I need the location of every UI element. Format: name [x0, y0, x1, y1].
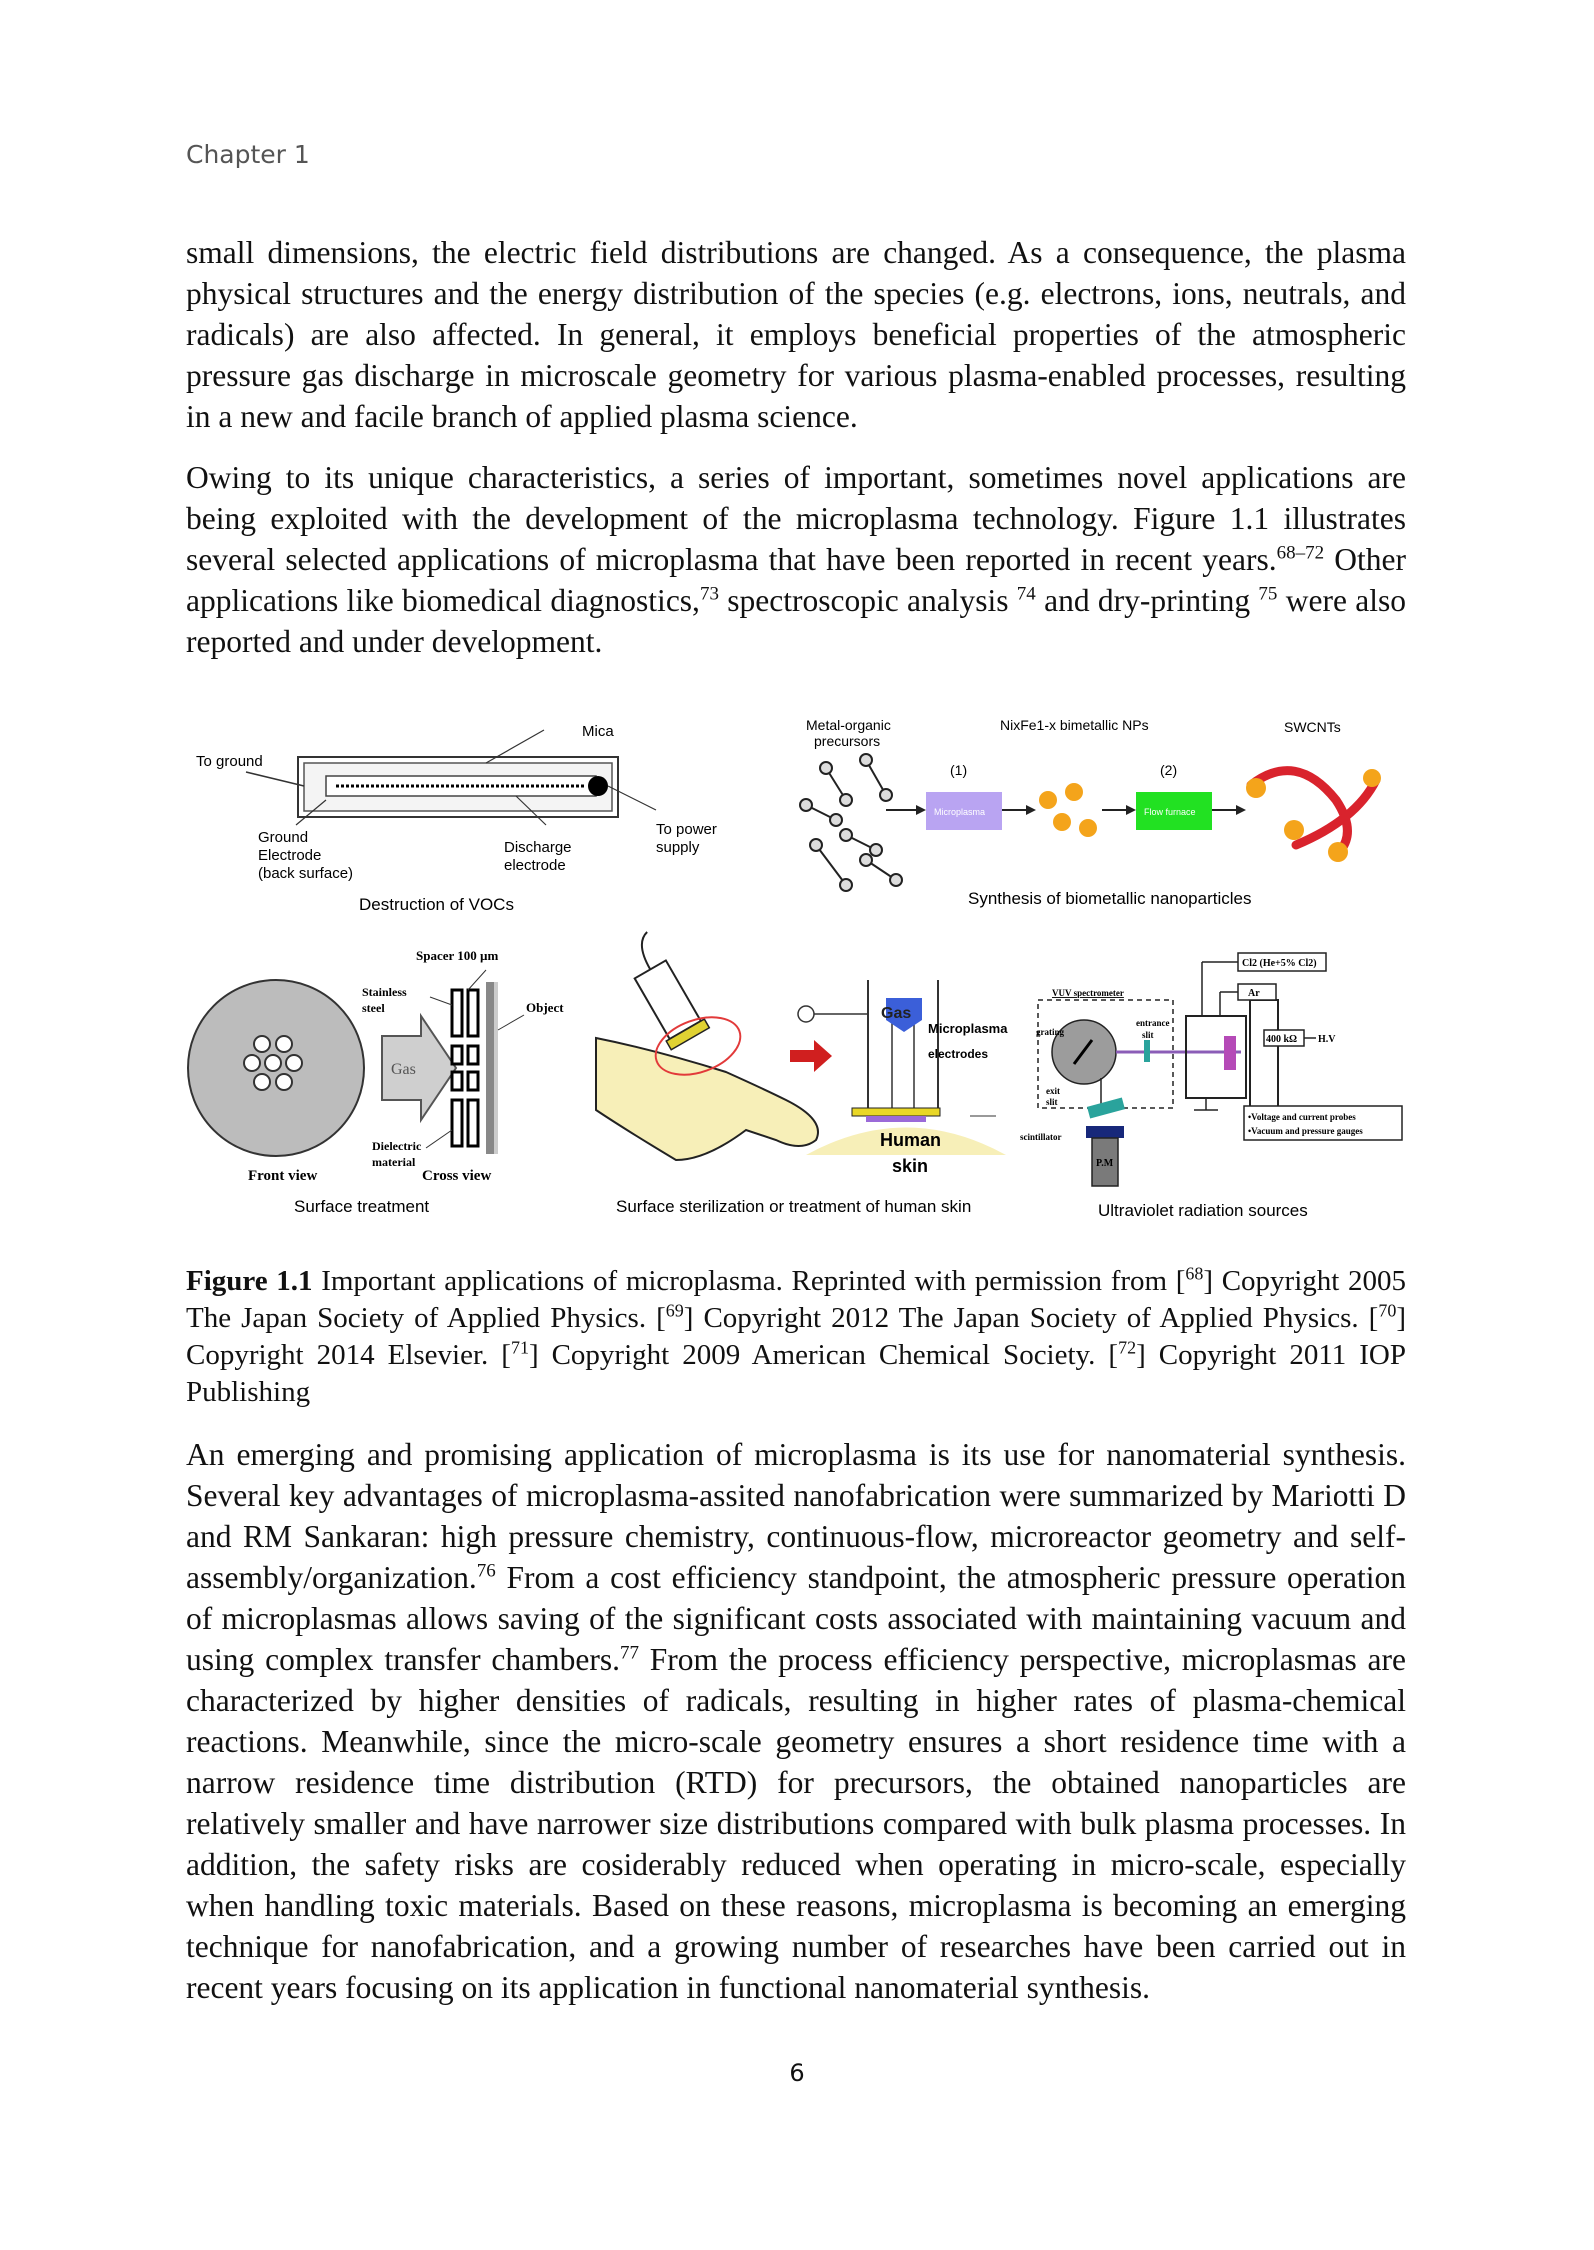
caption-text-6: ] Copyright 2011 IOP Publishing [186, 1339, 1406, 1408]
nano-swcnt: SWCNTs [1284, 719, 1341, 735]
skin-caption: Surface sterilization or treatment of human skin [616, 1197, 972, 1216]
p2-text-5: were also reported and under development. [186, 583, 1406, 659]
skin-electrodes: electrodes [928, 1047, 989, 1061]
ref-77: 77 [619, 1642, 639, 1664]
nano-precursor-1: Metal-organic [806, 717, 891, 733]
figure-canvas [186, 700, 1406, 1240]
p2-text-4: and dry-printing [1035, 583, 1259, 618]
voc-ground-2: Electrode [258, 847, 322, 864]
paragraph-2 [186, 457, 1406, 662]
ref-75: 75 [1258, 583, 1278, 605]
voc-discharge-2: electrode [504, 857, 566, 874]
skin-arrow [790, 1040, 832, 1072]
skin-microplasma: Microplasma [928, 1021, 1008, 1036]
voc-mica-label: Mica [582, 723, 614, 740]
caption-text-1: Important applications of microplasma. Reprinted with permission from [ [312, 1265, 1186, 1297]
uv-hv: H.V [1318, 1034, 1336, 1045]
caption-ref-72: 72 [1118, 1337, 1137, 1358]
caption-ref-68: 68 [1185, 1263, 1204, 1284]
precursor-molecules [800, 754, 902, 891]
voc-caption: Destruction of VOCs [359, 895, 514, 914]
surface-front: Front view [248, 1168, 318, 1184]
uv-entrance-2: slit [1142, 1030, 1154, 1040]
surface-cross: Cross view [422, 1168, 492, 1184]
caption-ref-70: 70 [1378, 1300, 1397, 1321]
skin-gas: Gas [881, 1005, 912, 1022]
panel-voc [196, 723, 717, 914]
figure-1-1 [186, 700, 1406, 1240]
uv-caption: Ultraviolet radiation sources [1098, 1201, 1308, 1220]
ref-76: 76 [476, 1560, 496, 1582]
uv-entrance-1: entrance [1136, 1018, 1170, 1028]
uv-exit-2: slit [1046, 1097, 1058, 1107]
uv-pm: P.M [1096, 1158, 1114, 1169]
panel-surface [188, 948, 564, 1216]
caption-ref-69: 69 [665, 1300, 684, 1321]
caption-text-3: ] Copyright 2012 The Japan Society of Applied Physics. [ [683, 1302, 1379, 1334]
p3-text-1: An emerging and promising application of microplasma is its use for nanomaterial synthesis. Several key advantages of microplasma-assited nanofabrication were summarized by Mariotti D and RM Sankaran: high pressure chemistry, continuous-flow, microreactor geometry and self-assembly/organization. [186, 1437, 1406, 1595]
nano-box-2: Flow furnace [1144, 807, 1196, 817]
nano-step-2: (2) [1160, 762, 1178, 778]
uv-scint: scintillator [1020, 1132, 1062, 1142]
running-header: Chapter 1 [186, 140, 310, 169]
panel-nano [800, 717, 1381, 908]
surface-gas: Gas [391, 1061, 416, 1078]
voc-ground-label: To ground [196, 753, 263, 770]
panel-skin [596, 929, 1008, 1216]
paragraph-3 [186, 1434, 1406, 2008]
uv-resistor: 400 kΩ [1266, 1034, 1298, 1045]
surface-stainless-2: steel [362, 1001, 385, 1015]
nano-caption: Synthesis of biometallic nanoparticles [968, 889, 1252, 908]
panel-uv [1020, 953, 1402, 1220]
ref-73: 73 [699, 583, 719, 605]
surface-spacer: Spacer 100 µm [416, 948, 499, 963]
uv-ar: Ar [1248, 988, 1260, 999]
surface-caption: Surface treatment [294, 1197, 430, 1216]
skin-skin: skin [892, 1156, 929, 1176]
surface-dielectric-1: Dielectric [372, 1139, 422, 1153]
nano-precursor-2: precursors [814, 733, 881, 749]
p2-text-2: Other applications like biomedical diagnostics, [186, 542, 1406, 618]
voc-power-1: To power [656, 821, 717, 838]
nanotubes [1251, 771, 1376, 850]
ref-68-72: 68–72 [1276, 542, 1325, 564]
nano-box-1: Microplasma [934, 807, 986, 817]
caption-text-4: ] Copyright 2014 Elsevier. [ [186, 1302, 1407, 1371]
caption-ref-71: 71 [510, 1337, 529, 1358]
uv-exit-1: exit [1046, 1086, 1060, 1096]
caption-text-5: ] Copyright 2009 American Chemical Society. [ [528, 1339, 1119, 1371]
uv-grating: grating [1036, 1027, 1064, 1037]
nano-step-1: (1) [950, 762, 968, 778]
uv-probe-2: •Vacuum and pressure gauges [1248, 1126, 1363, 1136]
surface-object: Object [526, 1000, 564, 1015]
surface-dielectric-2: material [372, 1155, 416, 1169]
p3-text-2: From a cost efficiency standpoint, the atmospheric pressure operation of microplasmas allows saving of the significant costs associated with maintaining vacuum and using complex transfer chambers. [186, 1560, 1406, 1677]
p2-text-3: spectroscopic analysis [718, 583, 1017, 618]
voc-power-2: supply [656, 839, 700, 856]
uv-cl: Cl2 (He+5% Cl2) [1242, 958, 1317, 969]
page-number: 6 [789, 2059, 805, 2087]
nanoparticles [1039, 783, 1097, 837]
voc-ground-3: (back surface) [258, 865, 354, 882]
uv-vuv: VUV spectrometer [1052, 988, 1124, 998]
p2-text-1: Owing to its unique characteristics, a series of important, sometimes novel applications are being exploited with the development of the microplasma technology. Figure 1.1 illustrates several selected applications of microplasma that have been reported in recent years. [186, 460, 1406, 577]
surface-stainless-1: Stainless [362, 985, 407, 999]
uv-probe-1: •Voltage and current probes [1248, 1112, 1356, 1122]
paragraph-1: small dimensions, the electric field distributions are changed. As a consequence, the plasma physical structures and the energy distribution of the species (e.g. electrons, ions, neutrals, and radicals) are also affected. In general, it employs beneficial properties of the atmospheric pressure gas discharge in microscale geometry for various plasma-enabled processes, resulting in a new and facile branch of applied plasma science. [186, 235, 1406, 434]
ref-74: 74 [1016, 583, 1036, 605]
skin-human: Human [880, 1130, 942, 1150]
caption-text-2: ] Copyright 2005 The Japan Society of Applied Physics. [ [186, 1265, 1406, 1334]
nano-bimetallic: NixFe1-x bimetallic NPs [1000, 717, 1149, 733]
voc-discharge-1: Discharge [504, 839, 572, 856]
figure-label: Figure 1.1 [186, 1265, 313, 1297]
figure-caption [186, 1263, 1406, 1411]
p3-text-3: From the process efficiency perspective, microplasmas are characterized by higher densities of radicals, resulting in higher rates of plasma-chemical reactions. Meanwhile, since the micro-scale geometry ensures a short residence time with a narrow residence time distribution (RTD) for precursors, the obtained nanoparticles are relatively smaller and have narrower size distributions compared with bulk plasma processes. In addition, the safety risks are cosiderably reduced when operating in micro-scale, especially when handling toxic materials. Based on these reasons, microplasma is becoming an emerging technique for nanofabrication, and a growing number of researches have been carried out in recent years focusing on its application in functional nanomaterial synthesis. [186, 1642, 1406, 2005]
voc-ground-1: Ground [258, 829, 309, 846]
